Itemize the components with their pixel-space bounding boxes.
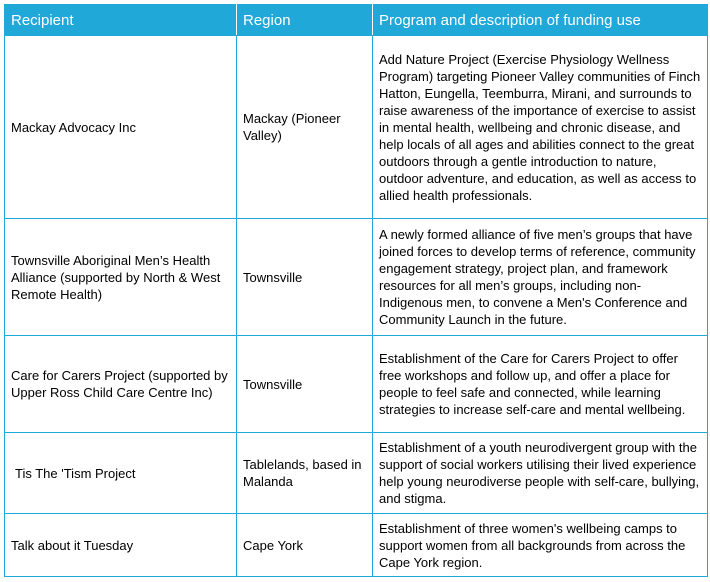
header-recipient: Recipient — [5, 5, 237, 36]
table-row — [5, 433, 708, 514]
recipient-cell: Tis The 'Tism Project — [5, 433, 237, 514]
region-cell: Townsville — [237, 336, 373, 433]
funding-table — [4, 4, 708, 577]
header-program: Program and description of funding use — [373, 5, 708, 36]
region-cell: Tablelands, based in Malanda — [237, 433, 373, 514]
description-cell: Add Nature Project (Exercise Physiology Wellness Program) targeting Pioneer Valley communities of Finch Hatton, Eungella, Teemburra, Mirani, and surrounds to raise awareness of the importance of exercise to assist in mental health, wellbeing and chronic disease, and help locals of all ages and abilities connect to the great outdoors through a gentle introduction to nature, outdoor adventure, and education, as well as access to allied health professionals. — [373, 36, 708, 219]
table-row — [5, 36, 708, 219]
description-cell: Establishment of a youth neurodivergent group with the support of social workers utilising their lived experience help young neurodiverse people with self-care, bullying, and stigma. — [373, 433, 708, 514]
description-cell: Establishment of three women's wellbeing camps to support women from all backgrounds from across the Cape York region. — [373, 514, 708, 577]
recipient-cell: Mackay Advocacy Inc — [5, 36, 237, 219]
recipient-cell: Talk about it Tuesday — [5, 514, 237, 577]
table-row — [5, 219, 708, 336]
recipient-cell: Care for Carers Project (supported by Upper Ross Child Care Centre Inc) — [5, 336, 237, 433]
table-row — [5, 514, 708, 577]
table-row — [5, 336, 708, 433]
region-cell: Cape York — [237, 514, 373, 577]
recipient-cell: Townsville Aboriginal Men’s Health Alliance (supported by North & West Remote Health) — [5, 219, 237, 336]
header-region: Region — [237, 5, 373, 36]
region-cell: Townsville — [237, 219, 373, 336]
region-cell: Mackay (Pioneer Valley) — [237, 36, 373, 219]
description-cell: Establishment of the Care for Carers Project to offer free workshops and follow up, and offer a place for people to feel safe and connected, while learning strategies to increase self-care and mental wellbeing. — [373, 336, 708, 433]
description-cell: A newly formed alliance of five men’s groups that have joined forces to develop terms of reference, community engagement strategy, project plan, and framework resources for all men’s groups, including non-Indigenous men, to convene a Men's Conference and Community Launch in the future. — [373, 219, 708, 336]
table-header-row — [5, 5, 708, 36]
